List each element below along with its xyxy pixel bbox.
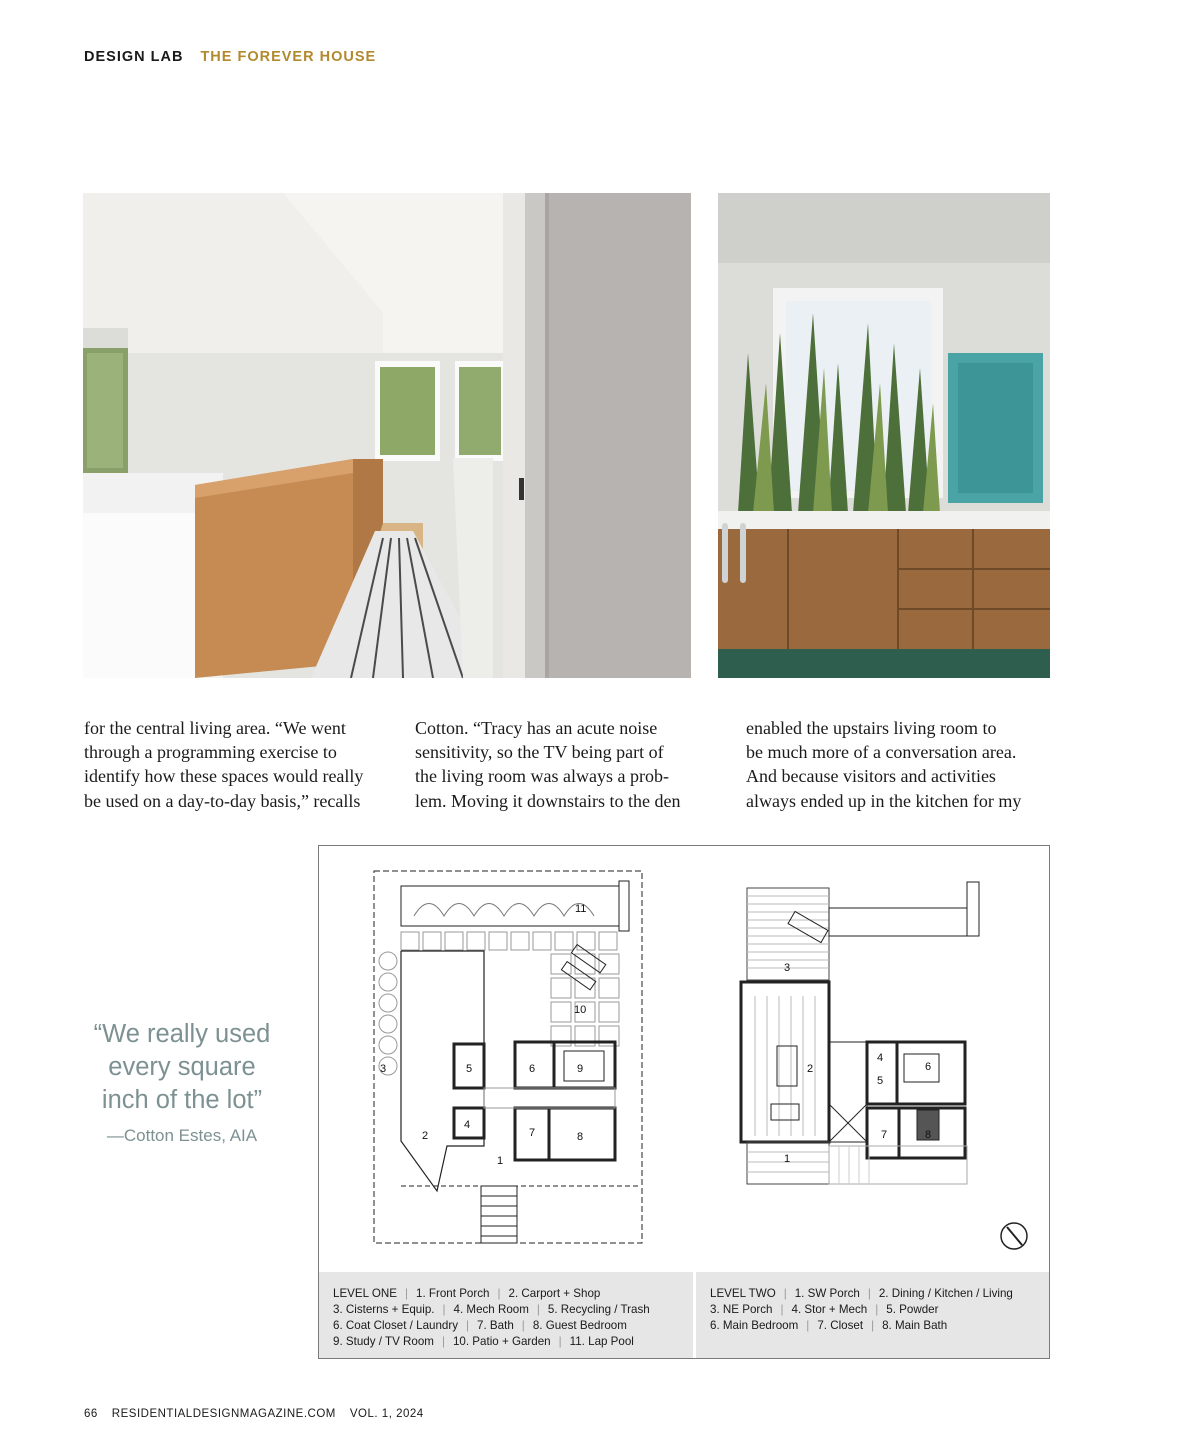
legend-item: 2. Carport + Shop xyxy=(508,1287,601,1300)
legend-item: 2. Dining / Kitchen / Living xyxy=(878,1287,1013,1300)
body-line: through a programming exercise to xyxy=(84,742,337,763)
running-header xyxy=(84,49,376,65)
legend-item: 6. Main Bedroom xyxy=(710,1319,799,1332)
room-number: 2 xyxy=(422,1130,429,1142)
legend-item: 5. Powder xyxy=(886,1303,939,1316)
pull-quote-attribution: —Cotton Estes, AIA xyxy=(106,1126,258,1145)
room-number: 5 xyxy=(466,1063,473,1075)
pull-quote-line: “We really used xyxy=(93,1020,271,1048)
body-line: sensitivity, so the TV being part of xyxy=(415,742,664,763)
legend-item: 8. Guest Bedroom xyxy=(532,1319,627,1332)
body-column-1 xyxy=(84,716,363,813)
header-section: DESIGN LAB xyxy=(84,49,184,65)
level-two-legend xyxy=(696,1272,1049,1358)
legend-row: LEVEL ONE | 1. Front Porch | 2. Carport + Shop xyxy=(333,1287,601,1300)
body-line: for the central living area. “We went xyxy=(84,718,346,738)
legend-item: 7. Closet xyxy=(817,1319,864,1332)
bathroom-vanity-photo xyxy=(718,193,1050,678)
header-feature-title: THE FOREVER HOUSE xyxy=(200,49,377,65)
legend-item: 1. SW Porch xyxy=(794,1287,860,1300)
level-one-plan xyxy=(374,871,642,1243)
legend-item: 3. NE Porch xyxy=(710,1303,773,1316)
legend-row: LEVEL TWO | 1. SW Porch | 2. Dining / Kitchen / Living xyxy=(710,1287,1013,1300)
body-column-2 xyxy=(415,716,680,813)
legend-row: 6. Main Bedroom | 7. Closet | 8. Main Bath xyxy=(710,1319,948,1332)
page-footer xyxy=(84,1408,438,1420)
room-number: 4 xyxy=(464,1119,471,1131)
body-line: Cotton. “Tracy has an acute noise xyxy=(415,718,658,738)
room-number: 6 xyxy=(925,1061,932,1073)
level-two-plan xyxy=(741,882,1027,1249)
legend-row: 9. Study / TV Room | 10. Patio + Garden | 11. Lap Pool xyxy=(333,1335,634,1348)
room-number: 6 xyxy=(529,1063,536,1075)
room-number: 8 xyxy=(925,1129,932,1141)
room-number: 1 xyxy=(497,1155,504,1167)
room-number: 11 xyxy=(575,903,587,915)
legend-heading: LEVEL TWO xyxy=(710,1287,776,1300)
body-line: be much more of a conversation area. xyxy=(746,742,1017,763)
room-number: 7 xyxy=(881,1129,888,1141)
room-number: 10 xyxy=(574,1004,587,1016)
body-line: be used on a day-to-day basis,” recalls xyxy=(84,790,361,811)
legend-item: 5. Recycling / Trash xyxy=(547,1303,650,1316)
body-line: And because visitors and activities xyxy=(746,766,996,787)
hallway-bedroom-photo xyxy=(83,193,691,678)
legend-item: 6. Coat Closet / Laundry xyxy=(333,1319,459,1332)
room-number: 8 xyxy=(577,1131,584,1143)
level-two-room-labels xyxy=(784,962,931,1165)
floor-plan-drawings xyxy=(319,846,1049,1271)
room-number: 4 xyxy=(877,1052,884,1064)
room-number: 2 xyxy=(807,1063,814,1075)
legend-item: 11. Lap Pool xyxy=(569,1335,634,1348)
level-one-legend xyxy=(319,1272,693,1358)
room-number: 3 xyxy=(784,962,791,974)
legend-item: 4. Stor + Mech xyxy=(791,1303,868,1316)
legend-heading: LEVEL ONE xyxy=(333,1287,398,1300)
room-number: 1 xyxy=(784,1153,791,1165)
pull-quote-line: inch of the lot” xyxy=(101,1086,263,1114)
body-line: enabled the upstairs living room to xyxy=(746,718,997,738)
pull-quote xyxy=(84,1018,280,1146)
room-number: 9 xyxy=(577,1063,584,1075)
legend-row: 6. Coat Closet / Laundry | 7. Bath | 8. Guest Bedroom xyxy=(333,1319,627,1332)
legend-item: 10. Patio + Garden xyxy=(452,1335,551,1348)
pull-quote-line: every square xyxy=(108,1053,256,1081)
body-line: the living room was always a prob- xyxy=(415,766,669,787)
room-number: 7 xyxy=(529,1127,536,1139)
magazine-site: RESIDENTIALDESIGNMAGAZINE.COM xyxy=(111,1408,336,1420)
body-column-3 xyxy=(746,716,1021,813)
body-line: lem. Moving it downstairs to the den xyxy=(415,790,681,811)
body-line: always ended up in the kitchen for my xyxy=(746,790,1022,811)
body-line: identify how these spaces would really xyxy=(84,766,364,787)
legend-item: 1. Front Porch xyxy=(416,1287,490,1300)
floor-plan-panel xyxy=(318,845,1050,1359)
legend-row: 3. NE Porch | 4. Stor + Mech | 5. Powder xyxy=(710,1303,939,1316)
legend-row: 3. Cisterns + Equip. | 4. Mech Room | 5. Recycling / Trash xyxy=(333,1303,650,1316)
legend-item: 4. Mech Room xyxy=(453,1303,529,1316)
legend-item: 7. Bath xyxy=(477,1319,514,1332)
legend-item: 3. Cisterns + Equip. xyxy=(333,1303,435,1316)
volume-label: VOL. 1, 2024 xyxy=(349,1408,424,1420)
legend-item: 8. Main Bath xyxy=(882,1319,948,1332)
room-number: 3 xyxy=(380,1063,387,1075)
page-number: 66 xyxy=(84,1408,98,1420)
room-number: 5 xyxy=(877,1075,884,1087)
legend-item: 9. Study / TV Room xyxy=(333,1335,434,1348)
